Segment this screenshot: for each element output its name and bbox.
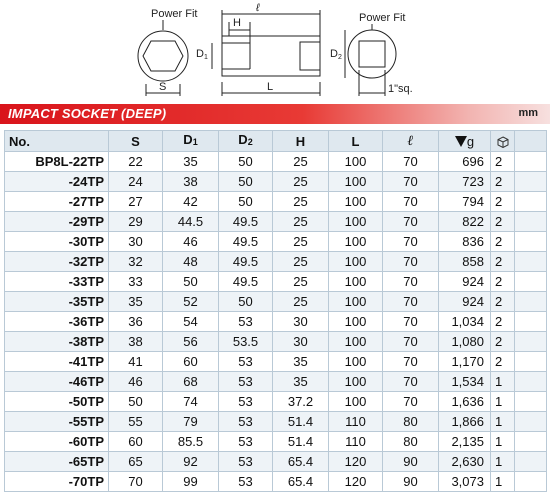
cell-d2: 50 (219, 192, 273, 212)
cell-s: 36 (109, 312, 163, 332)
cell-g: 2,630 (439, 452, 491, 472)
cell-d1: 79 (163, 412, 219, 432)
cell-g: 1,034 (439, 312, 491, 332)
col-header-h: H (273, 131, 329, 152)
table-row (5, 232, 547, 252)
d2-label: D2 (330, 48, 342, 61)
cell-d1: 52 (163, 292, 219, 312)
table-row (5, 352, 547, 372)
table-row (5, 332, 547, 352)
cell-h: 25 (273, 172, 329, 192)
cell-blank (515, 172, 547, 192)
table-row (5, 172, 547, 192)
col-header-d1: $D_1$ (163, 131, 219, 152)
cell-pk: 2 (491, 232, 515, 252)
cell-d1: 44.5 (163, 212, 219, 232)
cell-d1: 46 (163, 232, 219, 252)
cell-no: -27TP (5, 192, 109, 212)
cell-no: -41TP (5, 352, 109, 372)
spec-table (4, 130, 547, 492)
cell-d1: 38 (163, 172, 219, 192)
cell-l: 100 (329, 232, 383, 252)
cell-s: 70 (109, 472, 163, 492)
cell-h: 25 (273, 152, 329, 172)
cell-g: 1,080 (439, 332, 491, 352)
cell-blank (515, 232, 547, 252)
cell-s: 22 (109, 152, 163, 172)
cell-ell: 90 (383, 472, 439, 492)
cell-l: 100 (329, 172, 383, 192)
sq-label: 1"sq. (388, 83, 413, 95)
table-row (5, 432, 547, 452)
cell-blank (515, 212, 547, 232)
s-label: S (159, 81, 167, 93)
cell-d1: 68 (163, 372, 219, 392)
cell-g: 696 (439, 152, 491, 172)
cell-h: 25 (273, 212, 329, 232)
cell-blank (515, 152, 547, 172)
cell-pk: 2 (491, 212, 515, 232)
cell-s: 50 (109, 392, 163, 412)
cell-l: 100 (329, 212, 383, 232)
hex-opening (143, 41, 183, 71)
cell-h: 25 (273, 252, 329, 272)
cell-s: 41 (109, 352, 163, 372)
cell-blank (515, 252, 547, 272)
cell-d2: 53 (219, 312, 273, 332)
cell-h: 25 (273, 232, 329, 252)
cell-g: 924 (439, 292, 491, 312)
cell-no: -60TP (5, 432, 109, 452)
cell-pk: 2 (491, 192, 515, 212)
table-row (5, 372, 547, 392)
cell-d2: 53 (219, 432, 273, 452)
cell-blank (515, 472, 547, 492)
ell-label: ℓ (256, 2, 260, 14)
cell-l: 100 (329, 312, 383, 332)
cell-no: -35TP (5, 292, 109, 312)
cell-h: 25 (273, 292, 329, 312)
cell-no: -65TP (5, 452, 109, 472)
table-row (5, 152, 547, 172)
cell-d2: 49.5 (219, 252, 273, 272)
cell-s: 60 (109, 432, 163, 452)
cell-pk: 2 (491, 312, 515, 332)
cell-h: 30 (273, 312, 329, 332)
cell-s: 24 (109, 172, 163, 192)
cell-ell: 70 (383, 292, 439, 312)
cell-l: 100 (329, 152, 383, 172)
cell-l: 100 (329, 272, 383, 292)
cell-pk: 2 (491, 352, 515, 372)
h-label: H (233, 17, 241, 29)
cell-blank (515, 272, 547, 292)
cell-g: 1,170 (439, 352, 491, 372)
cell-d2: 50 (219, 172, 273, 192)
cell-blank (515, 292, 547, 312)
cell-l: 100 (329, 252, 383, 272)
cell-blank (515, 392, 547, 412)
cell-no: -29TP (5, 212, 109, 232)
cell-d1: 50 (163, 272, 219, 292)
cell-h: 51.4 (273, 412, 329, 432)
cell-h: 30 (273, 332, 329, 352)
cell-l: 100 (329, 352, 383, 372)
cell-no: -70TP (5, 472, 109, 492)
cell-s: 29 (109, 212, 163, 232)
cell-no: -46TP (5, 372, 109, 392)
cell-h: 35 (273, 352, 329, 372)
cell-d1: 42 (163, 192, 219, 212)
cell-no: -24TP (5, 172, 109, 192)
table-row (5, 292, 547, 312)
cell-d2: 53.5 (219, 332, 273, 352)
cell-blank (515, 312, 547, 332)
cell-d2: 49.5 (219, 272, 273, 292)
cell-l: 100 (329, 392, 383, 412)
cell-pk: 1 (491, 472, 515, 492)
cell-d2: 50 (219, 292, 273, 312)
table-row (5, 412, 547, 432)
col-header-l: L (329, 131, 383, 152)
cell-pk: 2 (491, 172, 515, 192)
cell-pk: 1 (491, 412, 515, 432)
cell-ell: 70 (383, 152, 439, 172)
cell-g: 924 (439, 272, 491, 292)
cell-g: 2,135 (439, 432, 491, 452)
cell-no: -33TP (5, 272, 109, 292)
col-header-s: S (109, 131, 163, 152)
cell-ell: 70 (383, 372, 439, 392)
cell-no: -55TP (5, 412, 109, 432)
cell-s: 27 (109, 192, 163, 212)
table-row (5, 392, 547, 412)
cell-h: 25 (273, 272, 329, 292)
cell-ell: 70 (383, 332, 439, 352)
cell-d2: 53 (219, 352, 273, 372)
cell-l: 110 (329, 412, 383, 432)
cell-blank (515, 452, 547, 472)
socket-drive-circle (348, 30, 396, 78)
cell-pk: 2 (491, 152, 515, 172)
table-row (5, 472, 547, 492)
socket-face-circle (138, 31, 188, 81)
cell-s: 30 (109, 232, 163, 252)
cell-s: 38 (109, 332, 163, 352)
cell-ell: 90 (383, 452, 439, 472)
cell-blank (515, 372, 547, 392)
cell-ell: 70 (383, 272, 439, 292)
cell-d2: 53 (219, 452, 273, 472)
cell-no: -30TP (5, 232, 109, 252)
cell-g: 858 (439, 252, 491, 272)
cell-h: 65.4 (273, 452, 329, 472)
power-fit-label-right: Power Fit (359, 12, 406, 24)
cell-d2: 53 (219, 372, 273, 392)
col-header-pack (491, 131, 515, 152)
cell-d1: 48 (163, 252, 219, 272)
cell-h: 37.2 (273, 392, 329, 412)
cell-ell: 70 (383, 232, 439, 252)
cell-l: 100 (329, 332, 383, 352)
table-row (5, 272, 547, 292)
cell-l: 100 (329, 292, 383, 312)
cell-ell: 70 (383, 252, 439, 272)
col-header-blank (515, 131, 547, 152)
cell-h: 35 (273, 372, 329, 392)
l-label: L (267, 81, 274, 93)
col-header-weight: g (439, 131, 491, 152)
cell-d2: 49.5 (219, 212, 273, 232)
cell-no: BP8L-22TP (5, 152, 109, 172)
table-row (5, 252, 547, 272)
table-row (5, 212, 547, 232)
table-row (5, 192, 547, 212)
cell-s: 46 (109, 372, 163, 392)
cell-h: 51.4 (273, 432, 329, 452)
cell-no: -38TP (5, 332, 109, 352)
cell-pk: 1 (491, 392, 515, 412)
col-header-no: No. (5, 131, 109, 152)
cell-g: 3,073 (439, 472, 491, 492)
cell-no: -32TP (5, 252, 109, 272)
cell-d1: 85.5 (163, 432, 219, 452)
cell-s: 65 (109, 452, 163, 472)
cell-d1: 54 (163, 312, 219, 332)
table-row (5, 312, 547, 332)
cell-d2: 49.5 (219, 232, 273, 252)
cell-pk: 2 (491, 292, 515, 312)
cell-d1: 74 (163, 392, 219, 412)
cell-no: -50TP (5, 392, 109, 412)
cell-g: 1,636 (439, 392, 491, 412)
cell-blank (515, 352, 547, 372)
cell-blank (515, 192, 547, 212)
cell-ell: 70 (383, 172, 439, 192)
cell-pk: 2 (491, 332, 515, 352)
cell-g: 723 (439, 172, 491, 192)
col-header-ell: ℓ (383, 131, 439, 152)
section-title: IMPACT SOCKET (DEEP) (8, 106, 167, 121)
socket-diagram (0, 0, 550, 100)
cell-ell: 70 (383, 392, 439, 412)
cell-d2: 53 (219, 392, 273, 412)
cell-l: 100 (329, 192, 383, 212)
cell-pk: 1 (491, 432, 515, 452)
cell-d2: 50 (219, 152, 273, 172)
cell-pk: 1 (491, 372, 515, 392)
cell-d1: 35 (163, 152, 219, 172)
cell-g: 794 (439, 192, 491, 212)
unit-label: mm (518, 107, 538, 119)
cell-l: 120 (329, 452, 383, 472)
cell-no: -36TP (5, 312, 109, 332)
cell-ell: 70 (383, 352, 439, 372)
d1-label: D1 (196, 48, 208, 61)
cell-ell: 80 (383, 412, 439, 432)
cell-d2: 53 (219, 412, 273, 432)
power-fit-label-left: Power Fit (151, 8, 198, 20)
table-header-row (5, 131, 547, 152)
cell-ell: 70 (383, 312, 439, 332)
cell-g: 822 (439, 212, 491, 232)
cell-g: 1,866 (439, 412, 491, 432)
cell-s: 35 (109, 292, 163, 312)
cell-d1: 60 (163, 352, 219, 372)
cell-h: 25 (273, 192, 329, 212)
socket-drawing (0, 0, 550, 100)
cell-pk: 1 (491, 452, 515, 472)
cell-d1: 92 (163, 452, 219, 472)
cell-g: 1,534 (439, 372, 491, 392)
section-banner (0, 104, 550, 124)
table-row (5, 452, 547, 472)
cell-d1: 56 (163, 332, 219, 352)
cell-blank (515, 412, 547, 432)
cell-h: 65.4 (273, 472, 329, 492)
cell-g: 836 (439, 232, 491, 252)
cell-s: 33 (109, 272, 163, 292)
cell-blank (515, 432, 547, 452)
cell-d1: 99 (163, 472, 219, 492)
cell-ell: 80 (383, 432, 439, 452)
col-header-d2: $D_2$ (219, 131, 273, 152)
box-icon (497, 136, 509, 148)
cell-l: 110 (329, 432, 383, 452)
cell-l: 120 (329, 472, 383, 492)
cell-s: 55 (109, 412, 163, 432)
cell-d2: 53 (219, 472, 273, 492)
cell-ell: 70 (383, 212, 439, 232)
cell-ell: 70 (383, 192, 439, 212)
cell-pk: 2 (491, 252, 515, 272)
square-drive-opening (359, 41, 385, 67)
cell-s: 32 (109, 252, 163, 272)
cell-blank (515, 332, 547, 352)
cell-l: 100 (329, 372, 383, 392)
cell-pk: 2 (491, 272, 515, 292)
weight-triangle-icon (455, 136, 467, 147)
